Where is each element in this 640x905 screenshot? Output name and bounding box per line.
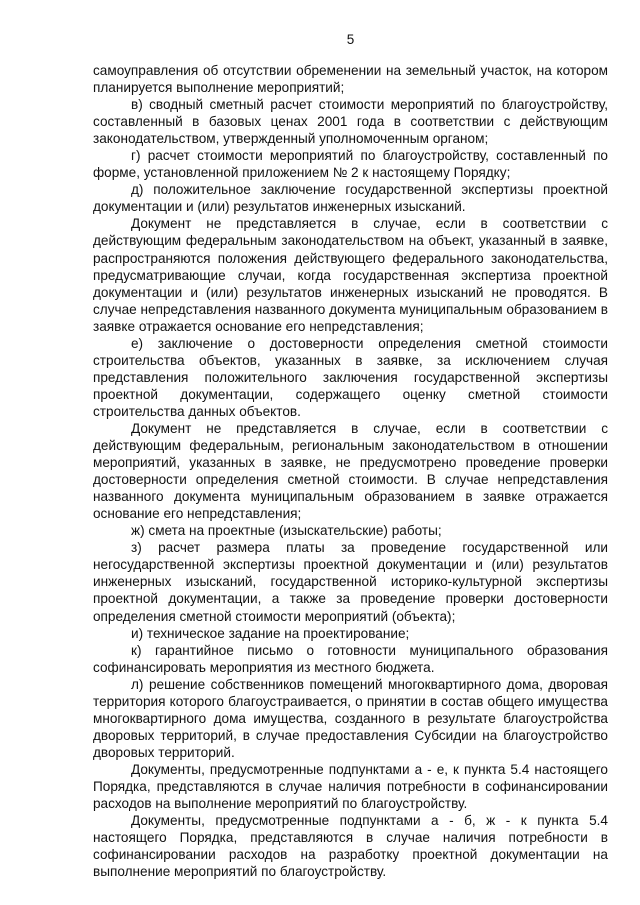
paragraph-item-d: д) положительное заключение государственной экспертизы проектной документации и (или) результатов инженерных изысканий. (93, 182, 608, 215)
paragraph-note-expertise: Документ не представляется в случае, если в соответствии с действующим федеральным законодательством на объект, указанный в заявке, распространяются положения действующего федерального законодательства, предусматривающие случаи, когда государственная экспертиза проектной документации и (или) результатов инженерных изысканий не проводятся. В случае непредставления названного документа муниципальным образованием в заявке отражается основание его непредставления; (93, 216, 608, 334)
paragraph-item-i: и) техническое задание на проектирование; (131, 625, 410, 641)
paragraph-continuation: самоуправления об отсутствии обременении на земельный участок, на котором планируется выполнение мероприятий; (93, 63, 608, 96)
page-number: 5 (346, 32, 355, 47)
paragraph-documents-a-b: Документы, предусмотренные подпунктами а - б, ж - к пункта 5.4 настоящего Порядка, представляются в случае наличия потребности в софинансировании расходов на разработку проектной документации на выполнение мероприятий по благоустройству. (93, 813, 608, 880)
paragraph-item-z: з) расчет размера платы за проведение государственной или негосударственной экспертизы проектной документации и (или) результатов инженерных изысканий, государственной историко-культурной экспертизы проектной документации, а также за проведение проверки достоверности определения сметной стоимости мероприятий (объекта); (93, 540, 608, 624)
paragraph-note-estimate: Документ не представляется в случае, если в соответствии с действующим федеральным, региональным законодательством в отношении мероприятий, указанных в заявке, не предусмотрено проведение проверки достоверности определения сметной стоимости. В случае непредставления названного документа муниципальным образованием в заявке отражается основание его непредставления; (93, 420, 608, 522)
paragraph-item-k: к) гарантийное письмо о готовности муниципального образования софинансировать мероприятия из местного бюджета. (93, 642, 608, 675)
document-body (93, 62, 608, 880)
paragraph-documents-a-e: Документы, предусмотренные подпунктами а - е, к пункта 5.4 настоящего Порядка, представляются в случае наличия потребности в софинансировании расходов на выполнение мероприятий по благоустройству. (93, 761, 608, 812)
paragraph-item-v: в) сводный сметный расчет стоимости мероприятий по благоустройству, составленный в базовых ценах 2001 года в соответствии с действующим законодательством, утвержденный уполномоченным органом; (93, 97, 608, 147)
paragraph-item-g: г) расчет стоимости мероприятий по благоустройству, составленный по форме, установленной приложением № 2 к настоящему Порядку; (93, 148, 608, 181)
paragraph-item-l: л) решение собственников помещений многоквартирного дома, дворовая территория которого благоустраивается, о принятии в состав общего имущества многоквартирного дома имущества, созданного в результате благоустройства дворовых территорий, в случае предоставления Субсидии на благоустройство дворовых территорий. (93, 676, 608, 760)
paragraph-item-e: е) заключение о достоверности определения сметной стоимости строительства объектов, указанных в заявке, за исключением случая представления положительного заключения государственной экспертизы проектной документации, содержащего оценку сметной стоимости строительства данных объектов. (93, 335, 608, 419)
paragraph-item-zh: ж) смета на проектные (изыскательские) работы; (131, 523, 442, 539)
